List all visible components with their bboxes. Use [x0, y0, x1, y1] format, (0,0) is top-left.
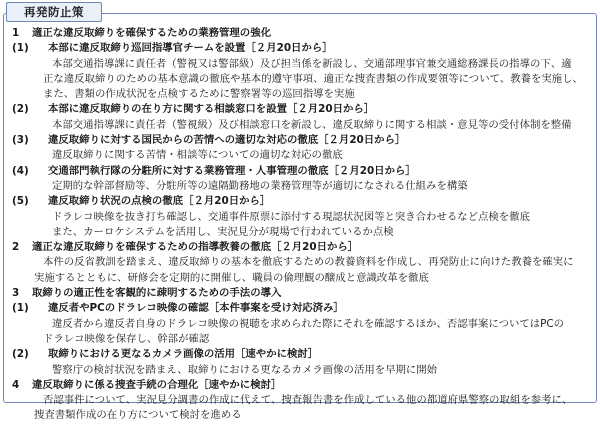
subsection-heading-text: 本部に違反取締りの在り方に関する相談窓口を設置［２月20日から］ — [48, 103, 375, 116]
body-text: ドラレコ映像を抜き打ち確認し、交通事件原票に添付する現認状況図等と突き合わせるなど点検を徹底 — [52, 210, 530, 223]
body-text: また、カーロケシステムを活用し、実況見分が現場で行われているか点検 — [52, 225, 394, 238]
section-number: 1 — [12, 27, 20, 39]
subsection-heading-text: 違反取締り状況の点検の徹底［２月20日から］ — [48, 195, 271, 208]
subsection-heading-text: 取締りにおける更なるカメラ画像の活用［速やかに検討］ — [48, 348, 319, 361]
body-text: 違反者から違反者自身のドラレコ映像の視聴を求められた際にそれを確認するほか、否認事案についてはPCの — [52, 317, 565, 330]
section-heading — [10, 286, 594, 301]
body-text: 正な違反取締りのための基本意識の徹底や基本的遵守事項、適正な捜査書類の作成要領等について、教養を実施し、 — [43, 72, 583, 85]
subsection-heading-text: 交通部門執行隊の分駐所に対する業務管理・人事管理の徹底［２月20日から］ — [48, 164, 416, 177]
body-text: 定期的な幹部督励等、分駐所等の遠隔勤務地の業務管理等が適切になされる仕組みを構築 — [52, 179, 468, 192]
subsection-number: (2) — [12, 103, 29, 116]
section-heading — [10, 26, 594, 41]
body-text: ドラレコ映像を保存し、幹部が確認 — [43, 332, 210, 345]
subsection-heading — [10, 41, 594, 56]
measures-list — [10, 26, 594, 424]
section-heading-text: 違反取締りに係る捜査手続の合理化［速やかに検討］ — [32, 378, 282, 391]
body-text: 本部交通指導課に責任者（警視又は警部級）及び担当係を新設し、交通部理事官兼交通総務課長の指導の下、適 — [52, 57, 572, 70]
body-text: 警察庁の検討状況を踏まえ、取締りにおける更なるカメラ画像の活用を早期に開始 — [52, 363, 438, 376]
subsection-heading — [10, 347, 594, 362]
section-number: 2 — [12, 241, 20, 254]
subsection-number: (1) — [12, 42, 29, 55]
body-text: 違反取締りに関する苦情・相談等についての適切な対応の徹底 — [52, 149, 343, 162]
body-text: 本部交通指導課に責任者（警視級）及び相談窓口を新設し、違反取締りに関する相談・意見等の受付体制を整備 — [52, 118, 572, 131]
body-text: 実施するとともに、研修会を定期的に開催し、職員の倫理観の醸成と意識改革を徹底 — [34, 271, 429, 284]
section-number: 4 — [12, 378, 20, 391]
body-text: 捜査書類作成の在り方について検討を進める — [34, 409, 242, 422]
subsection-number: (1) — [12, 302, 29, 315]
subsection-heading — [10, 102, 594, 117]
section-heading-text: 取締りの適正性を客観的に疎明するための手法の導入 — [32, 287, 282, 300]
section-number: 3 — [12, 287, 20, 300]
section-heading-text: 適正な違反取締りを確保するための指導教養の徹底［２月20日から］ — [32, 241, 359, 254]
subsection-number: (4) — [12, 164, 29, 177]
subsection-number: (3) — [12, 134, 29, 147]
subsection-heading — [10, 133, 594, 148]
subsection-number: (5) — [12, 195, 29, 208]
panel-title: 再発防止策 — [6, 2, 102, 22]
subsection-heading-text: 違反者やPCのドラレコ映像の確認［本件事案を受け対応済み］ — [48, 302, 344, 315]
body-text: また、書類の作成状況を点検するために警察署等の巡回指導を実施 — [43, 88, 355, 101]
subsection-heading-text: 本部に違反取締り巡回指導官チームを設置［２月20日から］ — [48, 42, 333, 55]
body-text: 本件の反省教訓を踏まえ、違反取締りの基本を徹底するための教養資料を作成し、再発防止に向けた教養を確実に — [43, 256, 574, 269]
subsection-heading — [10, 164, 594, 179]
subsection-heading — [10, 194, 594, 209]
subsection-heading-text: 違反取締りに対する国民からの苦情への適切な対応の徹底［２月20日から］ — [48, 134, 406, 147]
subsection-number: (2) — [12, 348, 29, 361]
body-text: 否認事件について、実況見分調書の作成に代えて、捜査報告書を作成している他の都道府県警察の取組を参考に、 — [43, 394, 573, 407]
section-heading — [10, 378, 594, 393]
subsection-heading — [10, 301, 594, 316]
section-heading — [10, 240, 594, 255]
section-heading-text: 適正な違反取締りを確保するための業務管理の強化 — [32, 27, 271, 39]
